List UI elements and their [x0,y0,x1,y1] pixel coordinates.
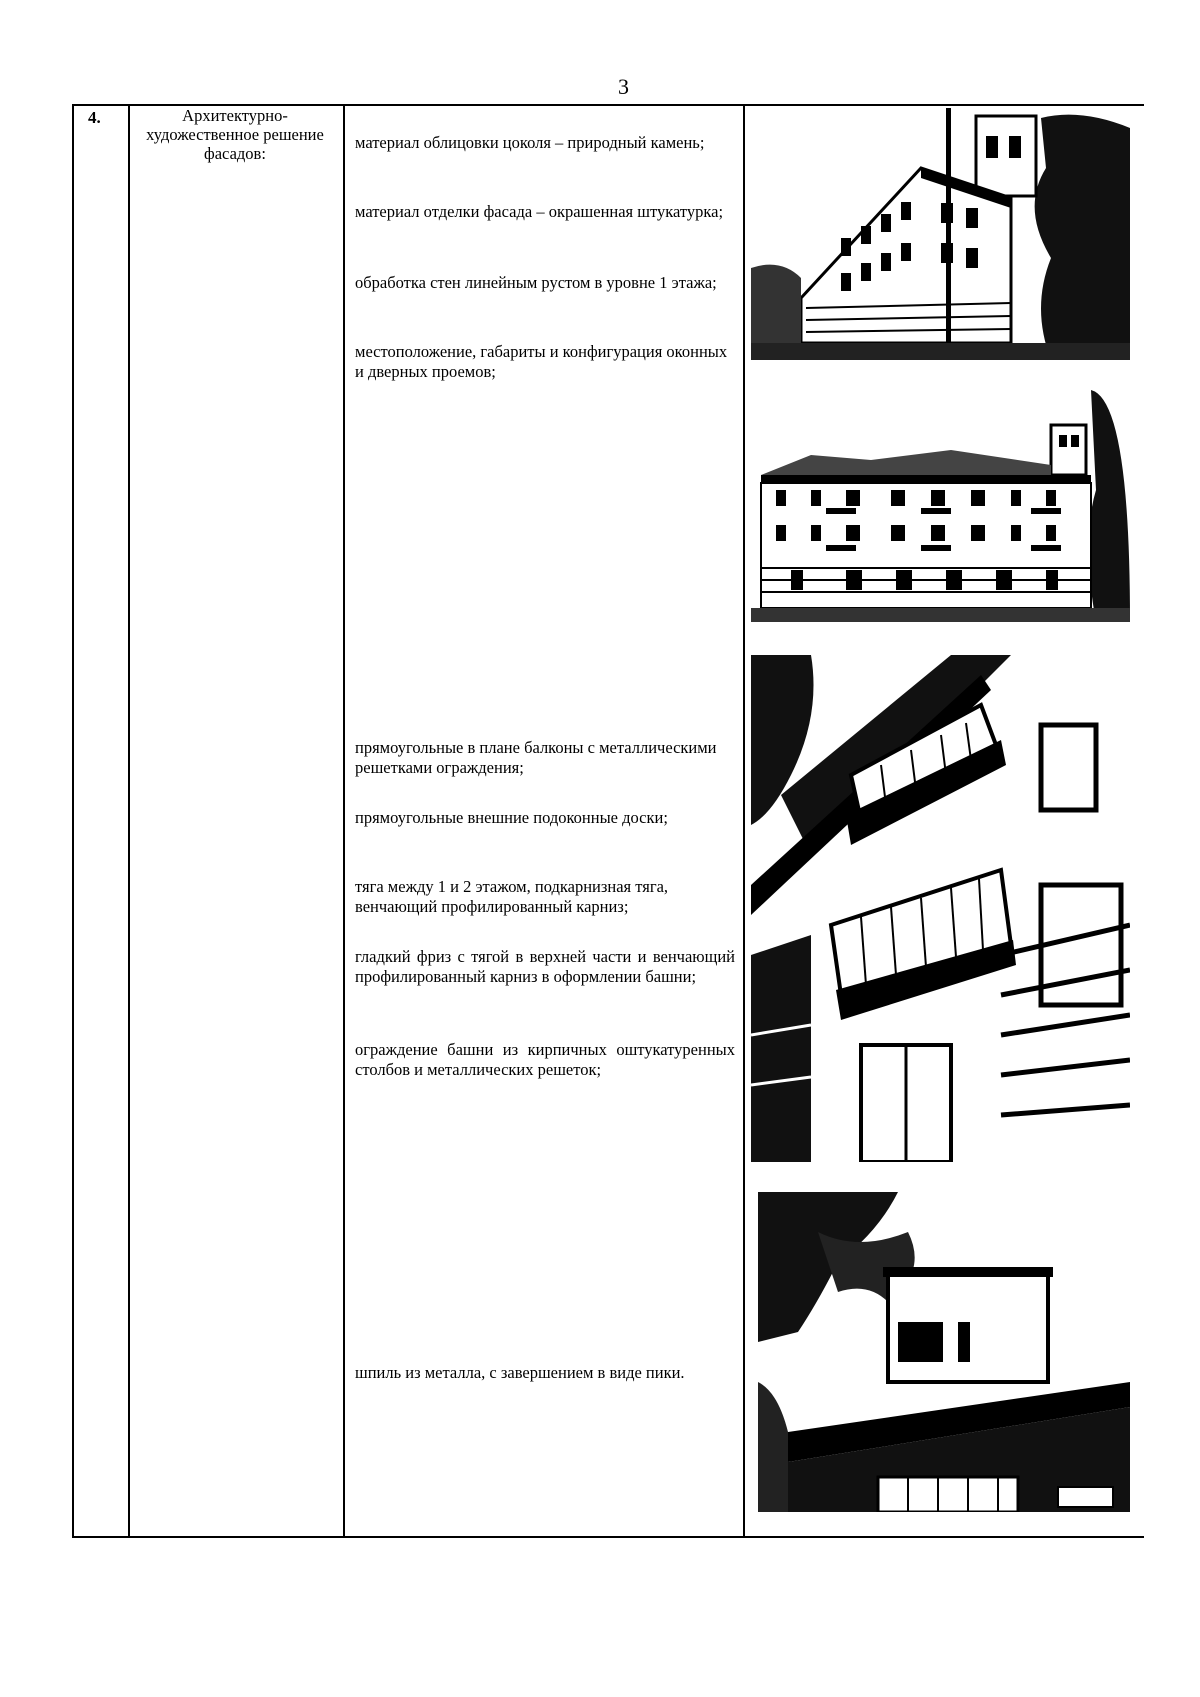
row-number: 4. [88,108,101,127]
column-divider-2 [343,104,345,1538]
feature-item: прямоугольные внешние подоконные доски; [355,808,668,827]
page-number: 3 [618,74,629,99]
feature-item: ограждение башни из кирпичных оштукатуренных столбов и металлических решеток; [355,1040,735,1079]
feature-item: материал облицовки цоколя – природный камень; [355,133,705,152]
table-bottom-border [72,1536,1144,1538]
feature-item: прямоугольные в плане балконы с металлическими решетками ограждения; [355,738,717,777]
row-title: Архитектурно-художественное решение фасадов: [146,106,324,163]
feature-item: местоположение, габариты и конфигурация оконных и дверных проемов; [355,342,728,381]
photo-building-corner [751,108,1130,360]
feature-item: гладкий фриз с тягой в верхней части и венчающий профилированный карниз в оформлении башни; [355,947,735,986]
photo-building-facade [751,390,1130,622]
feature-item: тяга между 1 и 2 этажом, подкарнизная тяга, венчающий профилированный карниз; [355,877,669,916]
photo-balconies [751,655,1130,1162]
feature-item: обработка стен линейным рустом в уровне 1 этажа; [355,273,717,292]
column-divider-3 [743,104,745,1538]
photo-tower [758,1192,1130,1512]
table-left-border [72,104,74,1538]
feature-item: шпиль из металла, с завершением в виде пики. [355,1363,685,1382]
column-divider-1 [128,104,130,1538]
feature-item: материал отделки фасада – окрашенная штукатурка; [355,202,724,221]
